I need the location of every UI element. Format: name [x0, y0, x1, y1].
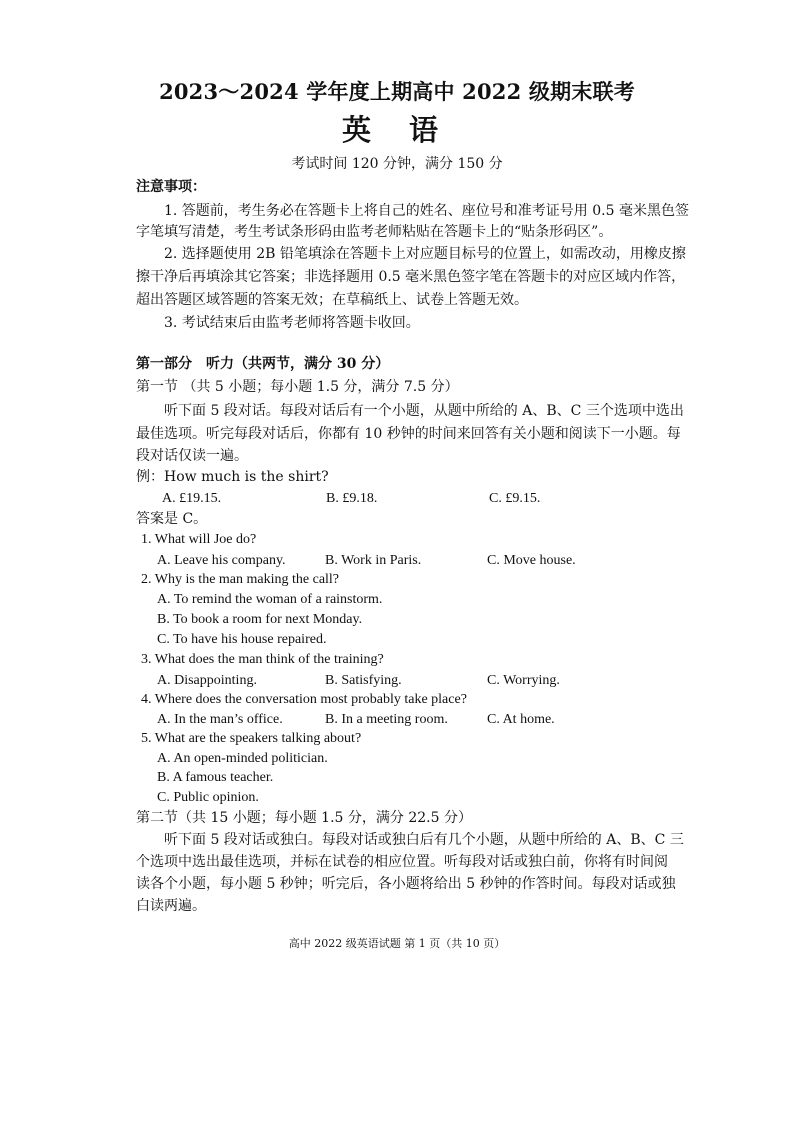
example-option-c: C. £9.15. — [489, 491, 541, 506]
question-3-option-b: B. Satisfying. — [325, 673, 402, 688]
section2-instruction: 白读两遍。 — [136, 898, 206, 914]
question-2: 2. Why is the man making the call? — [141, 572, 340, 587]
question-3-option-c: C. Worrying. — [487, 673, 560, 688]
question-1-option-c: C. Move house. — [487, 553, 576, 568]
question-3-option-a: A. Disappointing. — [157, 673, 257, 688]
example-question: 例：How much is the shirt? — [136, 469, 329, 485]
notice-line: 字笔填写清楚，考生考试条形码由监考老师粘贴在答题卡上的“贴条形码区”。 — [136, 224, 613, 240]
section1-instruction: 听下面 5 段对话。每段对话后有一个小题，从题中所给的 A、B、C 三个选项中选出 — [164, 403, 684, 419]
example-answer: 答案是 C。 — [136, 511, 208, 527]
notice-line: 擦干净后再填涂其它答案；非选择题用 0.5 毫米黑色签字笔在答题卡的对应区域内作答， — [136, 269, 686, 285]
notice-heading: 注意事项： — [136, 179, 206, 195]
section2-heading: 第二节（共 15 小题；每小题 1.5 分，满分 22.5 分） — [136, 810, 472, 826]
section1-heading: 第一节 （共 5 小题；每小题 1.5 分，满分 7.5 分） — [136, 379, 459, 395]
question-2-option-c: C. To have his house repaired. — [157, 632, 327, 647]
question-4: 4. Where does the conversation most probably take place? — [141, 692, 467, 707]
question-1-option-a: A. Leave his company. — [157, 553, 286, 568]
notice-line: 3. 考试结束后由监考老师将答题卡收回。 — [164, 315, 420, 331]
question-5: 5. What are the speakers talking about? — [141, 731, 362, 746]
question-5-option-c: C. Public opinion. — [157, 790, 259, 805]
question-1-option-b: B. Work in Paris. — [325, 553, 422, 568]
section2-instruction: 读各个小题，每小题 5 秒钟；听完后，各小题将给出 5 秒钟的作答时间。每段对话或独 — [136, 876, 676, 892]
question-4-option-a: A. In the man’s office. — [157, 712, 283, 727]
question-2-option-b: B. To book a room for next Monday. — [157, 612, 363, 627]
section2-instruction: 听下面 5 段对话或独白。每段对话或独白后有几个小题，从题中所给的 A、B、C 三 — [164, 832, 684, 848]
part1-heading: 第一部分 听力（共两节，满分 30 分） — [136, 356, 390, 372]
section1-instruction: 最佳选项。听完每段对话后，你都有 10 秒钟的时间来回答有关小题和阅读下一小题。每 — [136, 426, 681, 442]
exam-time-info: 考试时间 120 分钟，满分 150 分 — [291, 156, 503, 172]
example-option-b: B. £9.18. — [326, 491, 378, 506]
notice-line: 2. 选择题使用 2B 铅笔填涂在答题卡上对应题目标号的位置上，如需改动，用橡皮擦 — [164, 246, 686, 262]
section2-instruction: 个选项中选出最佳选项，并标在试卷的相应位置。听每段对话或独白前，你将有时间阅 — [136, 854, 668, 870]
exam-title: 2023～2024 学年度上期高中 2022 级期末联考 — [159, 79, 635, 104]
subject-title: 英 语 — [341, 113, 453, 147]
question-4-option-c: C. At home. — [487, 712, 555, 727]
section1-instruction: 段对话仅读一遍。 — [136, 448, 248, 464]
notice-line: 超出答题区域答题的答案无效；在草稿纸上、试卷上答题无效。 — [136, 292, 528, 308]
page-footer: 高中 2022 级英语试题 第 1 页（共 10 页） — [288, 937, 506, 950]
question-5-option-b: B. A famous teacher. — [157, 770, 274, 785]
question-4-option-b: B. In a meeting room. — [325, 712, 448, 727]
question-5-option-a: A. An open-minded politician. — [157, 751, 328, 766]
question-1: 1. What will Joe do? — [141, 532, 257, 547]
question-2-option-a: A. To remind the woman of a rainstorm. — [157, 592, 383, 607]
question-3: 3. What does the man think of the training? — [141, 652, 384, 667]
example-option-a: A. £19.15. — [162, 491, 222, 506]
notice-line: 1. 答题前，考生务必在答题卡上将自己的姓名、座位号和准考证号用 0.5 毫米黑色签 — [164, 203, 689, 219]
